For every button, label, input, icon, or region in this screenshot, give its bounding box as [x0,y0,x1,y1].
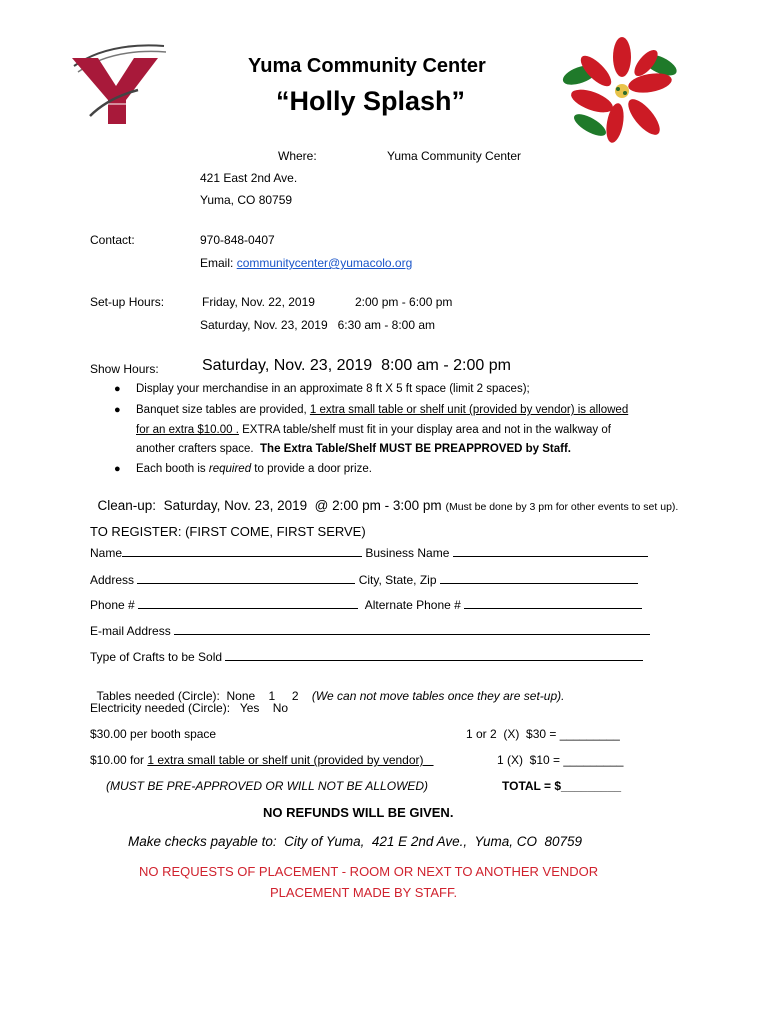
booth-fee: $30.00 per booth space [90,727,217,741]
show-value: Saturday, Nov. 23, 2019 8:00 am - 2:00 pm [202,357,511,374]
where-venue: Yuma Community Center [387,149,522,163]
cleanup-line [90,483,678,513]
contact-phone: 970-848-0407 [200,233,275,247]
bullet-dot: ● [114,463,121,475]
bullet-space: Display your merchandise in an approximate 8 ft X 5 ft space (limit 2 spaces); [136,383,530,395]
placement-line2: PLACEMENT MADE BY STAFF. [270,885,458,900]
table-fee [90,753,434,767]
table-calc[interactable]: 1 (X) $10 = _________ [497,753,624,767]
setup-time1: 2:00 pm - 6:00 pm [355,295,453,309]
table-fee-a: $10.00 for [90,753,148,767]
crafts-field[interactable] [225,649,643,661]
city-field[interactable] [440,572,638,584]
where-label: Where: [278,149,317,163]
event-title: “Holly Splash” [276,86,466,116]
total-line[interactable]: TOTAL = $_________ [502,779,622,793]
bullet-tables-line3 [136,443,571,455]
address-label: Address [90,573,135,587]
setup-label: Set-up Hours: [90,295,165,309]
address-field[interactable] [137,572,355,584]
table-fee-underline: 1 extra small table or shelf unit (provided by vendor) [147,753,424,767]
bullet-tables [136,404,628,416]
address-row [90,572,638,587]
register-title: TO REGISTER: (FIRST COME, FIRST SERVE) [90,524,366,539]
crafts-row [90,649,643,664]
prize-text-b: to provide a door prize. [251,463,372,475]
email-label: Email: [200,256,234,270]
cleanup-note: (Must be done by 3 pm for other events to set up). [445,501,679,513]
electric-row[interactable]: Electricity needed (Circle): Yes No [90,701,289,715]
business-field[interactable] [453,545,648,557]
booth-calc[interactable]: 1 or 2 (X) $30 = _________ [466,727,620,741]
business-label: Business Name [365,546,450,560]
alt-phone-field[interactable] [464,597,642,609]
show-label: Show Hours: [90,362,159,376]
name-field[interactable] [122,545,362,557]
cleanup-value: Saturday, Nov. 23, 2019 @ 2:00 pm - 3:00 pm [163,498,442,513]
approved-note: (MUST BE PRE-APPROVED OR WILL NOT BE ALLOWED) [106,779,429,793]
setup-line2: Saturday, Nov. 23, 2019 6:30 am - 8:00 am [200,318,436,332]
city-label: City, State, Zip [358,573,437,587]
bullet-dot: ● [114,383,121,395]
email-input[interactable] [174,623,650,635]
phone-field[interactable] [138,597,358,609]
cleanup-label: Clean-up: [97,498,157,513]
phone-row [90,597,642,612]
preapproved-text: The Extra Table/Shelf MUST BE PREAPPROVED by Staff. [260,443,571,455]
contact-email-line [200,256,412,270]
bullet-tables-text: Banquet size tables are provided, [136,404,310,416]
where-city: Yuma, CO 80759 [200,193,293,207]
email-field-label: E-mail Address [90,624,171,638]
name-row [90,545,648,560]
phone-label: Phone # [90,598,135,612]
contact-label: Contact: [90,233,135,247]
bullet-dot: ● [114,404,121,416]
extra-fee-underline: for an extra $10.00 . [136,424,239,436]
poinsettia-icon [560,35,685,145]
bullet-tables-line2 [136,424,611,436]
crafter-text: another crafters space. [136,443,261,455]
org-title: Yuma Community Center [248,55,486,77]
crafts-label: Type of Crafts to be Sold [90,650,223,664]
y-logo-icon [68,38,168,130]
placement-line1: NO REQUESTS OF PLACEMENT - ROOM OR NEXT TO ANOTHER VENDOR [139,864,599,879]
extra-fit-text: EXTRA table/shelf must fit in your display area and not in the walkway of [238,424,611,436]
name-label: Name [90,546,123,560]
refunds-note: NO REFUNDS WILL BE GIVEN. [263,805,454,820]
bullet-tables-underline: 1 extra small table or shelf unit (provided by vendor) is allowed [309,404,629,416]
prize-required: required [208,463,252,475]
checks-note: Make checks payable to: City of Yuma, 421 E 2nd Ave., Yuma, CO 80759 [128,834,583,849]
where-street: 421 East 2nd Ave. [200,171,298,185]
email-row [90,623,650,638]
tables-row [90,675,564,703]
alt-phone-label: Alternate Phone # [364,598,461,612]
bullet-prize [136,463,372,475]
setup-day1: Friday, Nov. 22, 2019 [202,295,315,309]
email-link[interactable]: communitycenter@yumacolo.org [236,256,413,270]
prize-text-a: Each booth is [136,463,209,475]
tables-label[interactable]: Tables needed (Circle): None 1 2 [96,689,299,703]
tables-note: (We can not move tables once they are set-up). [311,689,565,703]
